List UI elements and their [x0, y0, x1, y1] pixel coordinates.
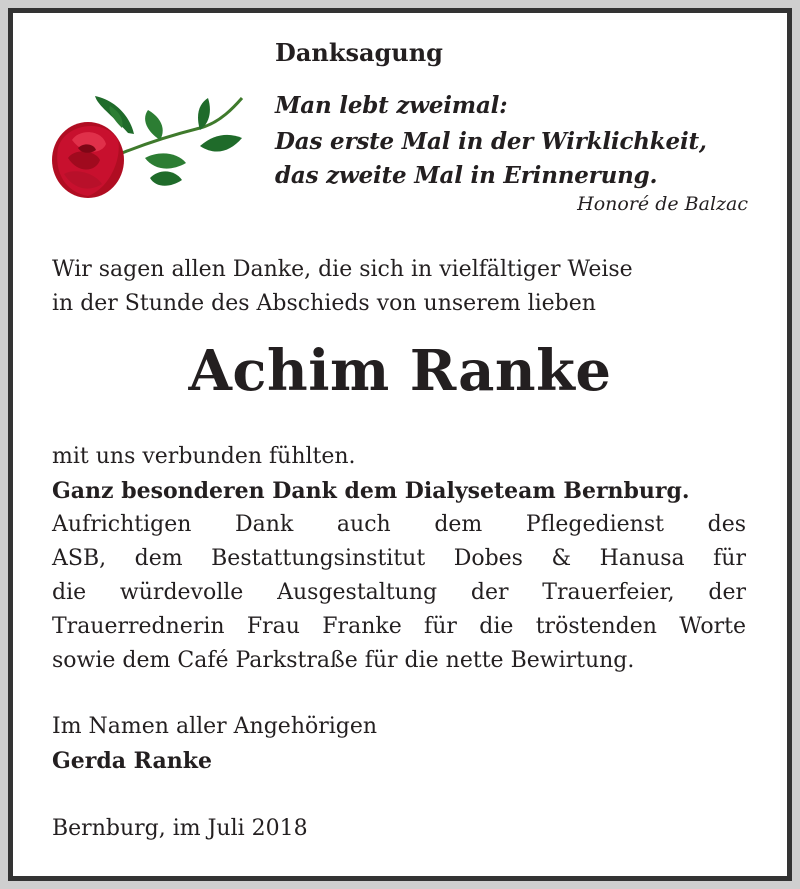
signoff: Im Namen aller Angehörigen — [52, 714, 378, 739]
quote-line: das zweite Mal in Erinnerung. — [275, 162, 658, 189]
quote-line: Das erste Mal in der Wirklichkeit, — [275, 128, 707, 155]
thanks-line: die würdevolle Ausgestaltung der Trauerfeier, der — [52, 580, 746, 605]
place-date: Bernburg, im Juli 2018 — [52, 816, 308, 841]
rose-icon — [50, 88, 250, 203]
deceased-name: Achim Ranke — [188, 338, 612, 404]
thanks-line: Trauerrednerin Frau Franke für die tröstenden Worte — [52, 614, 746, 639]
quote-author: Honoré de Balzac — [577, 193, 748, 215]
signer-name: Gerda Ranke — [52, 748, 212, 774]
quote-line: Man lebt zweimal: — [275, 92, 508, 119]
intro-line: Wir sagen allen Danke, die sich in vielfältiger Weise — [52, 257, 633, 282]
intro-line: in der Stunde des Abschieds von unserem lieben — [52, 291, 596, 316]
thanks-line: ASB, dem Bestattungsinstitut Dobes & Hanusa für — [52, 546, 746, 571]
after-name-text: mit uns verbunden fühlten. — [52, 444, 356, 469]
thanks-line: sowie dem Café Parkstraße für die nette Bewirtung. — [52, 648, 635, 673]
notice-title: Danksagung — [275, 38, 443, 67]
thanks-line: Aufrichtigen Dank auch dem Pflegedienst des — [52, 512, 746, 537]
special-thanks: Ganz besonderen Dank dem Dialyseteam Bernburg. — [52, 478, 690, 504]
